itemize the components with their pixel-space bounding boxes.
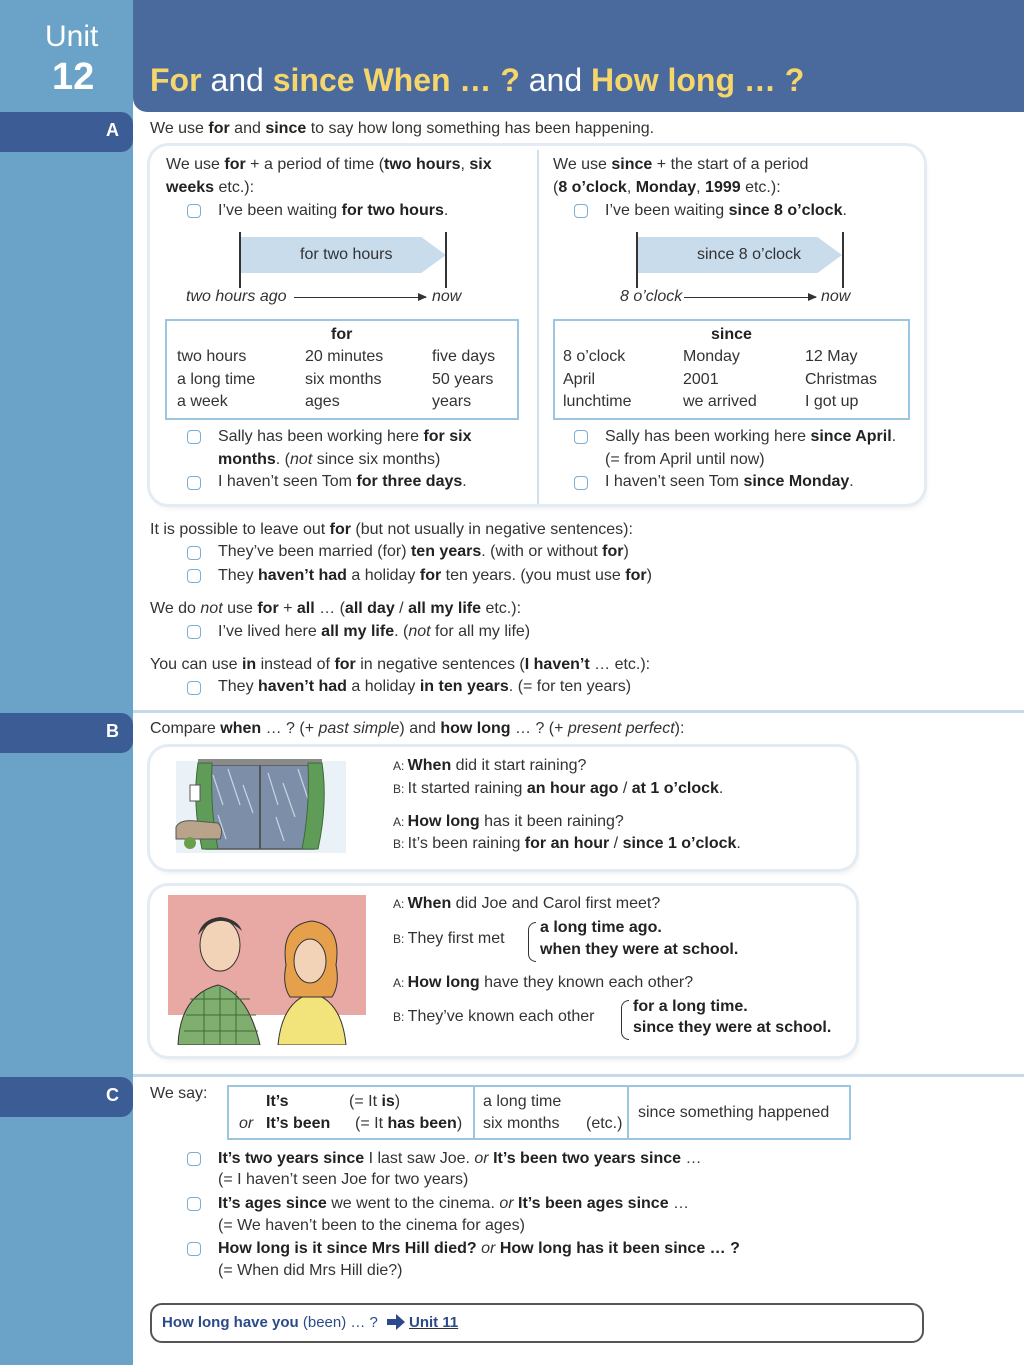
bullet-icon xyxy=(187,476,201,490)
option-text: for a long time. xyxy=(633,998,748,1015)
table-cell: ages xyxy=(305,393,340,410)
option-text: since they were at school. xyxy=(633,1019,832,1036)
timeline-arrow-label: for two hours xyxy=(300,246,393,263)
timeline-arrow-label: since 8 o’clock xyxy=(697,246,802,263)
example-sentence: I’ve lived here all my life. (not for all my life) xyxy=(218,623,531,640)
dialogue-line: A: How long have they known each other? xyxy=(393,974,694,991)
table-cell: Christmas xyxy=(805,371,878,388)
since-rule: We use since + the start of a period xyxy=(553,156,809,173)
timeline-marker xyxy=(445,232,447,288)
for-rule-cont: weeks etc.): xyxy=(166,179,255,196)
we-say-label: We say: xyxy=(150,1085,208,1102)
table-cell: 20 minutes xyxy=(305,348,384,365)
option-text: when they were at school. xyxy=(540,941,739,958)
cross-reference: How long have you (been) … ? xyxy=(162,1314,378,1331)
bullet-icon xyxy=(574,204,588,218)
bullet-icon xyxy=(187,546,201,560)
sidebar xyxy=(0,0,133,1365)
pattern-its: It’s xyxy=(266,1093,289,1110)
example-gloss: (= We haven’t been to the cinema for ages) xyxy=(218,1217,525,1234)
table-cell: five days xyxy=(432,348,496,365)
bullet-icon xyxy=(187,1242,201,1256)
example-sentence: They haven’t had a holiday in ten years. (= for ten years) xyxy=(218,678,632,695)
bullet-icon xyxy=(187,204,201,218)
table-divider xyxy=(473,1087,475,1138)
table-cell: six months xyxy=(305,371,382,388)
option-text: a long time ago. xyxy=(540,919,662,936)
example-gloss: (= When did Mrs Hill die?) xyxy=(218,1262,403,1279)
pattern-etc: (etc.) xyxy=(586,1115,623,1132)
timeline-marker xyxy=(842,232,844,288)
table-divider xyxy=(627,1087,629,1138)
dialogue-line: B: It’s been raining for an hour / since 1 o’clock. xyxy=(393,835,741,852)
note-in-instead: You can use in instead of for in negative sentences (I haven’t … etc.): xyxy=(150,656,651,673)
note-leave-out-for: It is possible to leave out for (but not usually in negative sentences): xyxy=(150,521,633,538)
table-cell: two hours xyxy=(177,348,247,365)
for-example: I’ve been waiting for two hours. xyxy=(218,202,449,219)
divider xyxy=(133,710,1024,713)
table-cell: 50 years xyxy=(432,371,494,388)
section-a-tab: A xyxy=(0,112,133,152)
timeline-line xyxy=(294,297,426,298)
since-example: I haven’t seen Tom since Monday. xyxy=(605,473,854,490)
divider xyxy=(133,1074,1024,1077)
note-for-all: We do not use for + all … (all day / all my life etc.): xyxy=(150,600,522,617)
timeline-to: now xyxy=(821,288,851,305)
example-sentence: It’s ages since we went to the cinema. or It’s been ages since … xyxy=(218,1195,690,1212)
dialogue-line: B: It started raining an hour ago / at 1 o’clock. xyxy=(393,780,724,797)
pattern-gloss: (= It is) xyxy=(349,1093,401,1110)
for-example: I haven’t seen Tom for three days. xyxy=(218,473,467,490)
rain-window-illustration xyxy=(168,755,350,855)
unit-label: Unit xyxy=(45,20,99,53)
table-cell: 8 o’clock xyxy=(563,348,626,365)
section-a-intro: We use for and since to say how long something has been happening. xyxy=(150,120,655,137)
brace-icon xyxy=(621,1000,629,1040)
for-example-cont: months. (not since six months) xyxy=(218,451,441,468)
section-b-tab: B xyxy=(0,713,133,753)
example-sentence: They’ve been married (for) ten years. (with or without for) xyxy=(218,543,629,560)
example-sentence: It’s two years since I last saw Joe. or It’s been two years since … xyxy=(218,1150,702,1167)
timeline-from: 8 o’clock xyxy=(620,288,683,305)
since-rule-cont: (8 o’clock, Monday, 1999 etc.): xyxy=(553,179,781,196)
pattern-period: a long time xyxy=(483,1093,562,1110)
table-cell: a week xyxy=(177,393,228,410)
timeline-line xyxy=(684,297,816,298)
panel-divider xyxy=(537,150,539,504)
example-sentence: How long is it since Mrs Hill died? or How long has it been since … ? xyxy=(218,1240,740,1257)
table-cell: Monday xyxy=(683,348,740,365)
table-cell: April xyxy=(563,371,596,388)
unit-11-link[interactable]: Unit 11 xyxy=(409,1314,459,1331)
section-c-tab: C xyxy=(0,1077,133,1117)
since-example-cont: (= from April until now) xyxy=(605,451,765,468)
table-cell: years xyxy=(432,393,472,410)
dialogue-line: A: When did Joe and Carol first meet? xyxy=(393,895,661,912)
example-sentence: They haven’t had a holiday for ten years. (you must use for) xyxy=(218,567,652,584)
dialogue-line: A: When did it start raining? xyxy=(393,757,587,774)
example-gloss: (= I haven’t seen Joe for two years) xyxy=(218,1171,469,1188)
pattern-since: since something happened xyxy=(638,1104,830,1121)
page-title: For and since When … ? and How long … ? xyxy=(150,62,805,98)
pattern-gloss: (= It has been) xyxy=(355,1115,463,1132)
table-cell: we arrived xyxy=(683,393,757,410)
bullet-icon xyxy=(574,476,588,490)
since-example: Sally has been working here since April. xyxy=(605,428,897,445)
table-cell: I got up xyxy=(805,393,859,410)
timeline-to: now xyxy=(432,288,462,305)
dialogue-line: B: They’ve known each other xyxy=(393,1008,595,1025)
brace-icon xyxy=(528,922,536,962)
couple-illustration xyxy=(168,895,366,1045)
bullet-icon xyxy=(187,681,201,695)
timeline-from: two hours ago xyxy=(186,288,287,305)
bullet-icon xyxy=(187,1152,201,1166)
bullet-icon xyxy=(187,569,201,583)
dialogue-line: B: They first met xyxy=(393,930,505,947)
bullet-icon xyxy=(187,430,201,444)
pattern-period: six months xyxy=(483,1115,560,1132)
bullet-icon xyxy=(574,430,588,444)
table-cell: 2001 xyxy=(683,371,719,388)
for-example: Sally has been working here for six xyxy=(218,428,472,445)
for-rule: We use for + a period of time (two hours, six xyxy=(166,156,492,173)
bullet-icon xyxy=(187,1197,201,1211)
table-cell: a long time xyxy=(177,371,256,388)
pattern-its-been: It’s been xyxy=(266,1115,331,1132)
bullet-icon xyxy=(187,625,201,639)
timeline-marker xyxy=(636,232,638,288)
for-table-head: for xyxy=(331,326,353,343)
since-table-head: since xyxy=(711,326,752,343)
or-label: or xyxy=(239,1115,254,1132)
table-cell: 12 May xyxy=(805,348,858,365)
dialogue-line: A: How long has it been raining? xyxy=(393,813,624,830)
timeline-marker xyxy=(239,232,241,288)
table-cell: lunchtime xyxy=(563,393,632,410)
arrow-right-icon xyxy=(386,1313,406,1331)
since-example: I’ve been waiting since 8 o’clock. xyxy=(605,202,847,219)
section-b-intro: Compare when … ? (+ past simple) and how long … ? (+ present perfect): xyxy=(150,720,685,737)
unit-number: 12 xyxy=(52,56,95,98)
